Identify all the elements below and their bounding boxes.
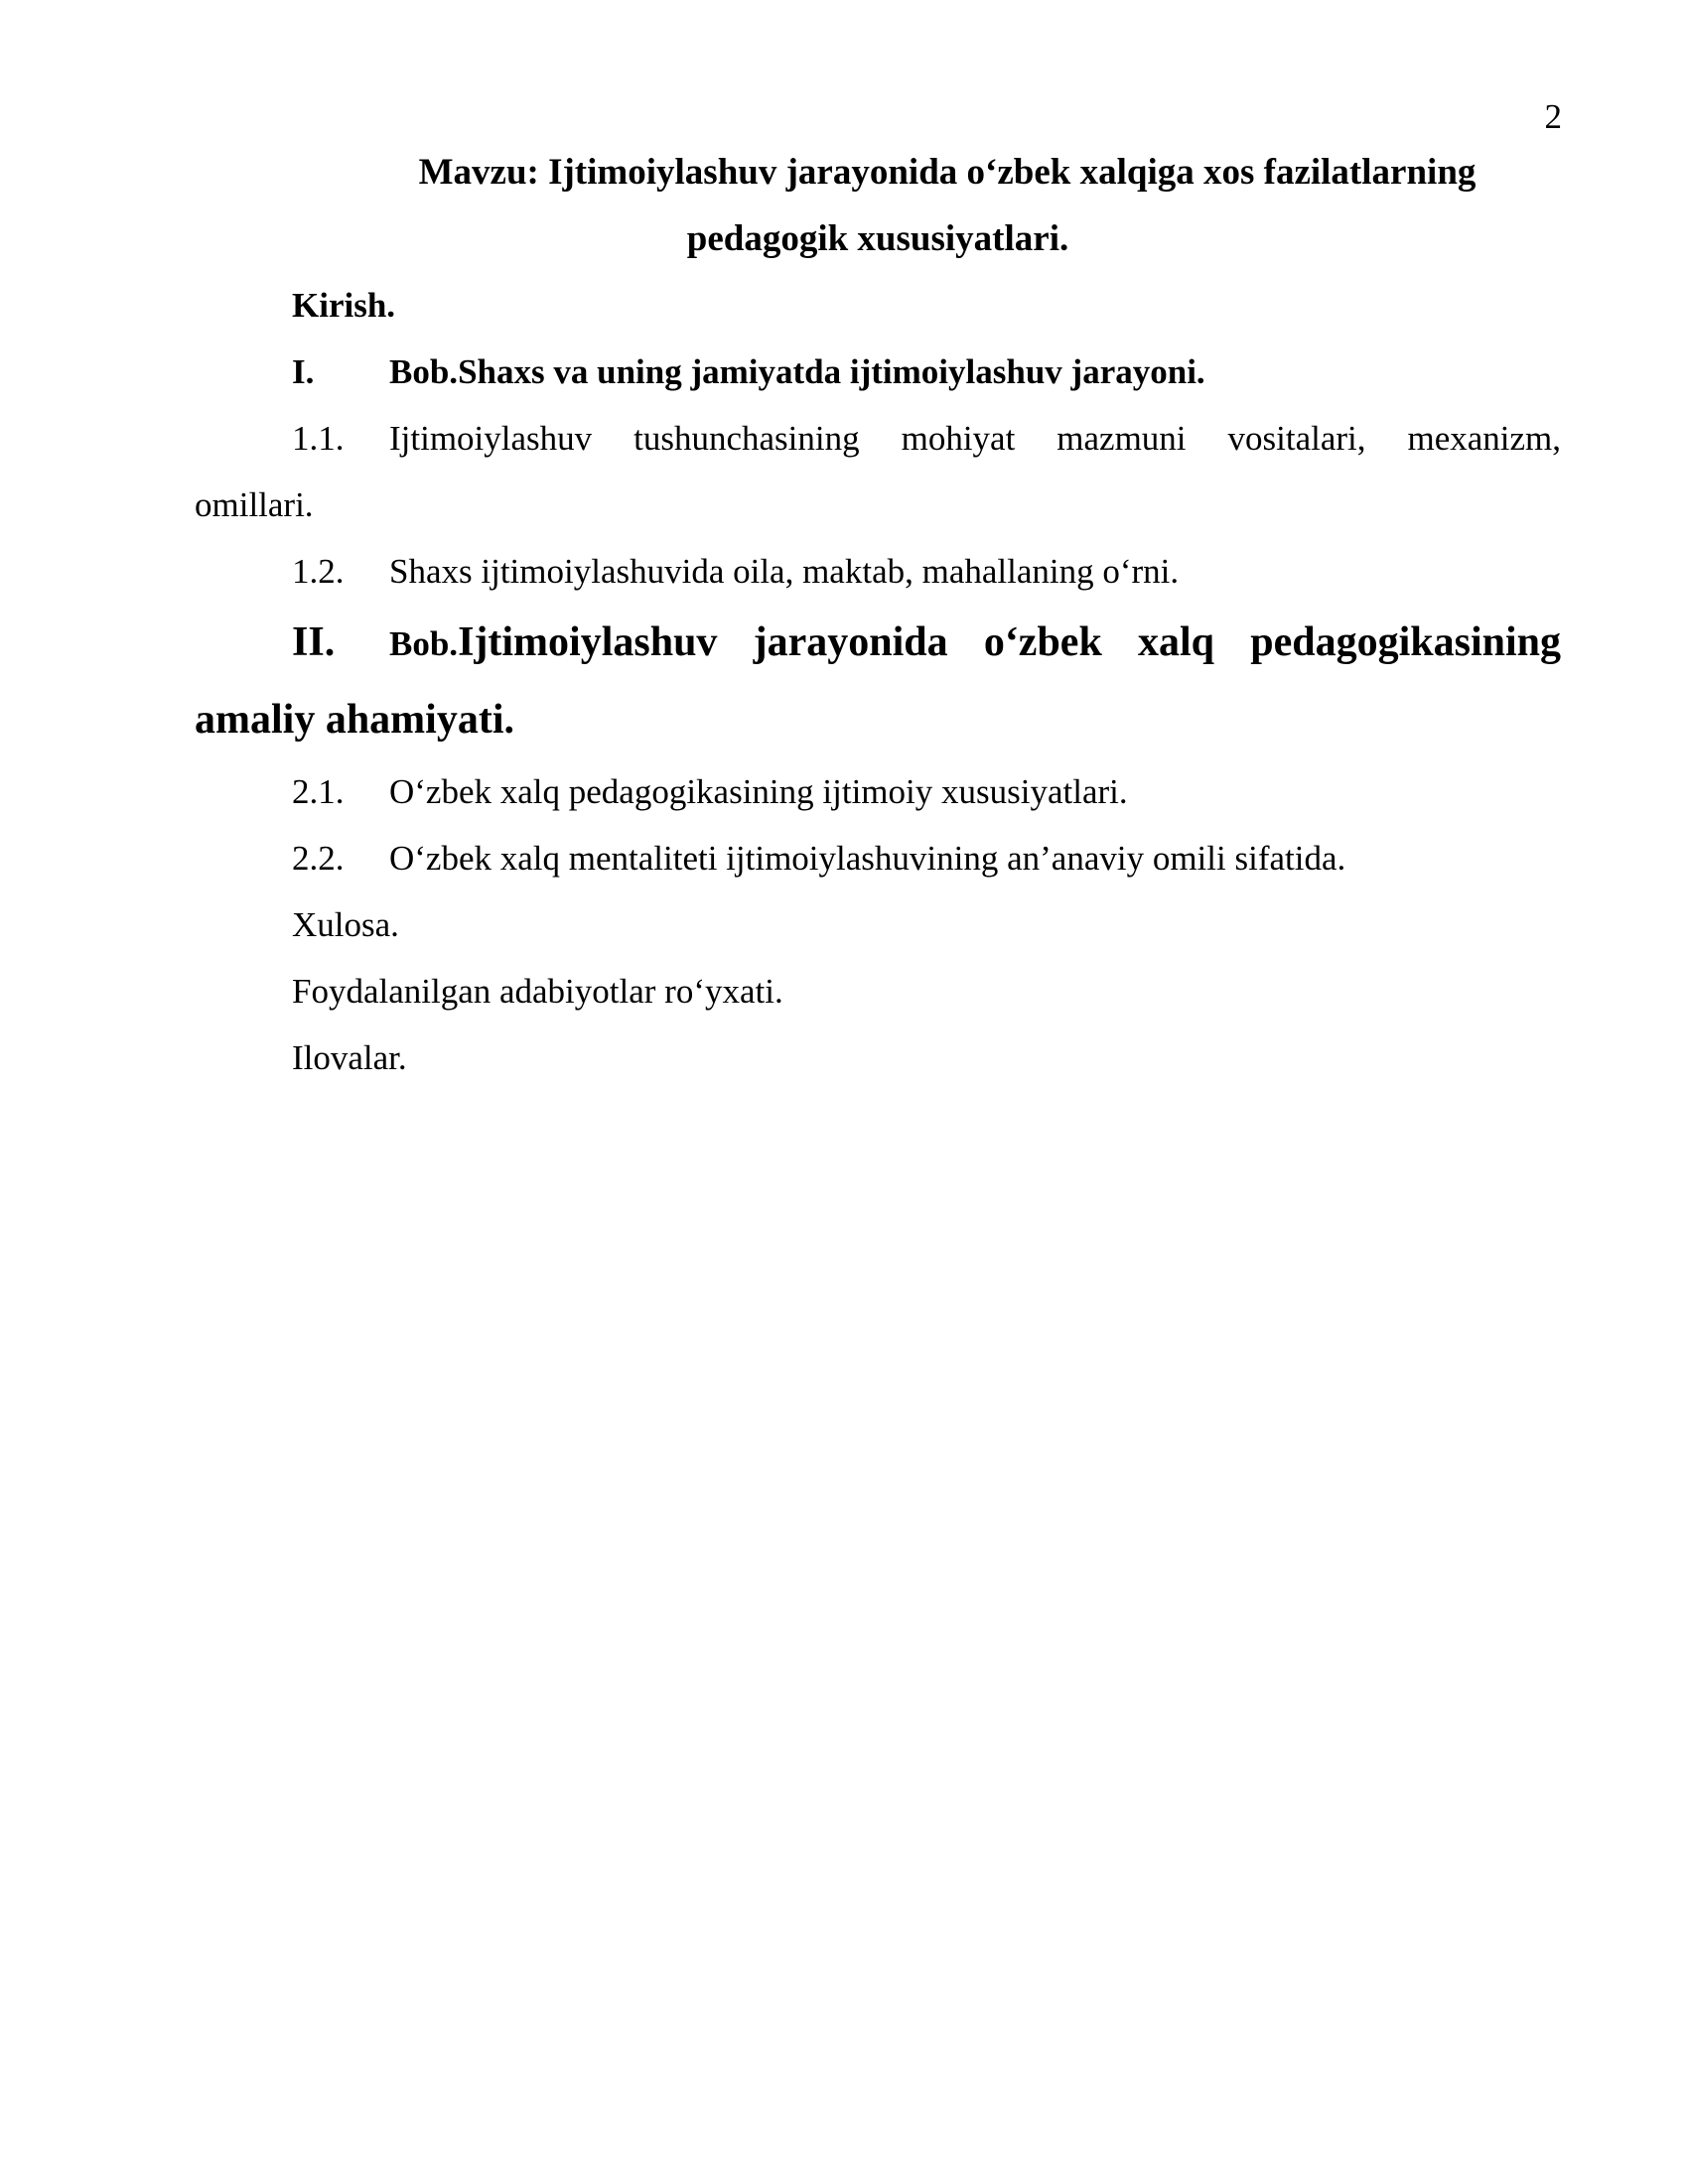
section-1-1-text: Ijtimoiylashuv tushunchasining mohiyat mazmuni vositalari, mexanizm,: [389, 419, 1561, 458]
page-number: 2: [1544, 97, 1562, 136]
toc-appendices: Ilovalar.: [292, 1038, 407, 1077]
toc-chapter-2: [195, 605, 1561, 682]
section-2-2-text: O‘zbek xalq mentaliteti ijtimoiylashuvining an’anaviy omili sifatida.: [389, 839, 1346, 878]
toc-chapter-1: [195, 339, 1561, 405]
chapter-1-numeral: I.: [292, 352, 315, 391]
chapter-2-prefix: Bob.: [389, 624, 459, 663]
section-1-2-text: Shaxs ijtimoiylashuvida oila, maktab, mahallaning o‘rni.: [389, 552, 1180, 591]
section-2-1-text: O‘zbek xalq pedagogikasining ijtimoiy xususiyatlari.: [389, 772, 1128, 811]
toc-section-1-1-continued: omillari.: [195, 485, 314, 524]
section-2-2-number: 2.2.: [292, 839, 345, 878]
title-line-2: pedagogik xususiyatlari.: [686, 218, 1069, 259]
table-of-contents: [195, 139, 1561, 1091]
toc-conclusion: Xulosa.: [292, 905, 399, 944]
toc-section-2-2: [195, 825, 1561, 891]
section-2-1-number: 2.1.: [292, 772, 345, 811]
section-1-2-number: 1.2.: [292, 552, 345, 591]
document-title: [195, 139, 1561, 272]
toc-references: Foydalanilgan adabiyotlar ro‘yxati.: [292, 972, 783, 1011]
toc-section-1-1: [195, 405, 1561, 472]
chapter-2-numeral: II.: [292, 619, 336, 665]
toc-section-2-1: [195, 758, 1561, 825]
section-1-1-number: 1.1.: [292, 419, 345, 458]
chapter-1-title: Shaxs va uning jamiyatda ijtimoiylashuv jarayoni.: [458, 352, 1205, 391]
toc-intro: Kirish.: [292, 286, 396, 325]
chapter-2-title: Ijtimoiylashuv jarayonida o‘zbek xalq pedagogikasining: [458, 619, 1561, 665]
title-line-1: Mavzu: Ijtimoiylashuv jarayonida o‘zbek xalqiga xos fazilatlarning: [418, 152, 1477, 193]
toc-section-1-2: [195, 538, 1561, 605]
toc-chapter-2-continued: amaliy ahamiyati.: [195, 697, 514, 743]
chapter-1-prefix: Bob.: [389, 352, 459, 391]
